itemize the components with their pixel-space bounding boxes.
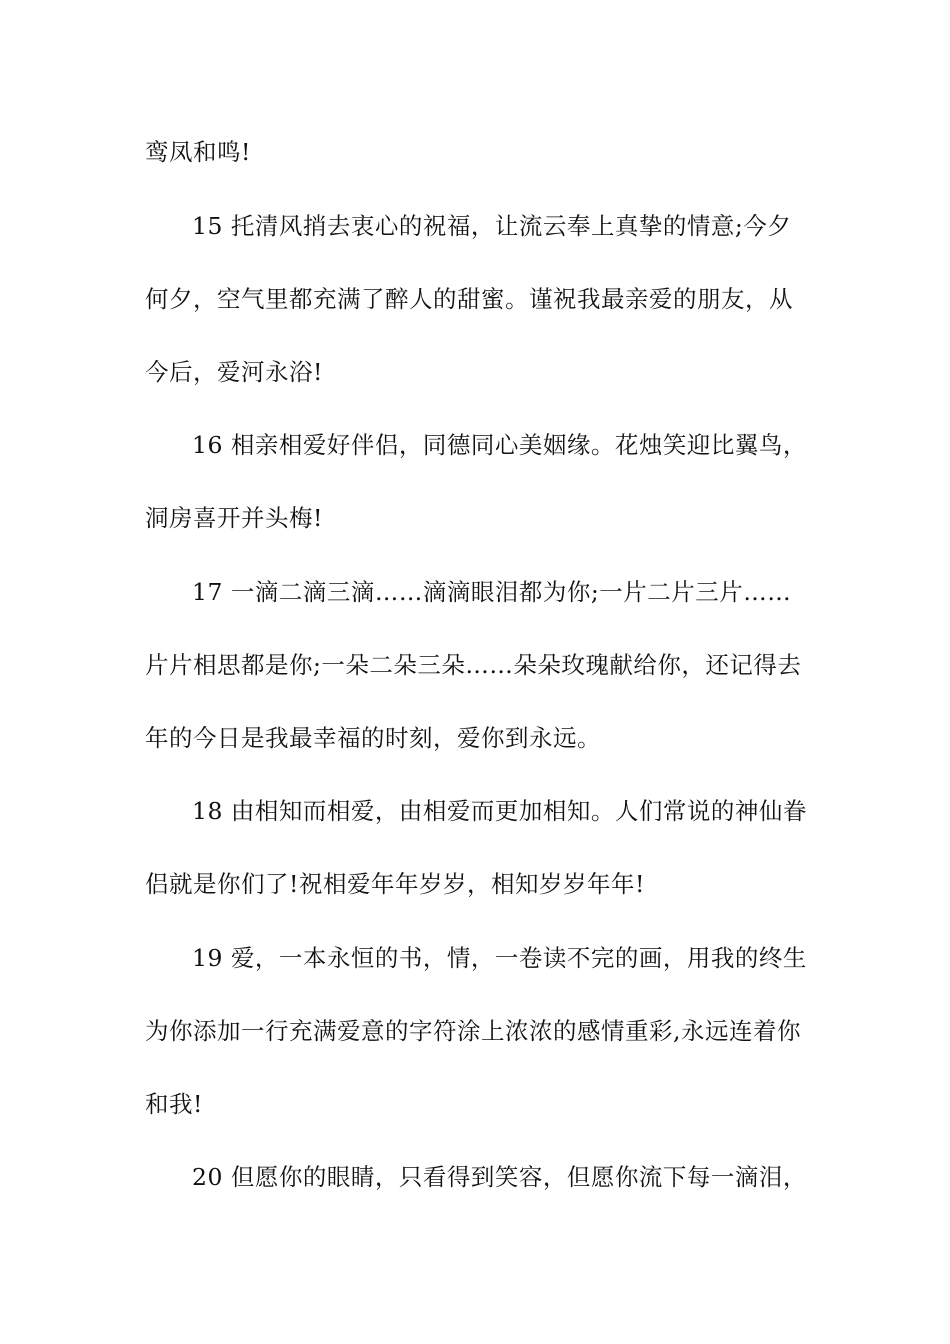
paragraph-18-start: 18 由相知而相爱，由相爱而更加相知。人们常说的神仙眷 <box>192 797 807 825</box>
text-line: 和我! <box>145 1090 203 1118</box>
paragraph-16-start: 16 相亲相爱好伴侣，同德同心美姻缘。花烛笑迎比翼鸟， <box>192 431 807 459</box>
paragraph-19-start: 19 爱，一本永恒的书，情，一卷读不完的画，用我的终生 <box>192 944 807 972</box>
paragraph-17-start: 17 一滴二滴三滴……滴滴眼泪都为你;一片二片三片…… <box>192 578 792 606</box>
text-line: 今后，爱河永浴! <box>145 358 323 386</box>
text-line: 为你添加一行充满爱意的字符涂上浓浓的感情重彩,永远连着你 <box>145 1017 801 1045</box>
text-line: 片片相思都是你;一朵二朵三朵……朵朵玫瑰献给你，还记得去 <box>145 651 802 679</box>
text-line: 侣就是你们了!祝相爱年年岁岁，相知岁岁年年! <box>145 870 645 898</box>
paragraph-15-start: 15 托清风捎去衷心的祝福，让流云奉上真挚的情意;今夕 <box>192 212 792 240</box>
text-line: 鸾凤和鸣! <box>145 138 251 166</box>
text-line: 洞房喜开并头梅! <box>145 504 323 532</box>
paragraph-20-start: 20 但愿你的眼睛，只看得到笑容，但愿你流下每一滴泪， <box>192 1163 807 1191</box>
text-line: 何夕，空气里都充满了醉人的甜蜜。谨祝我最亲爱的朋友，从 <box>145 285 793 313</box>
text-line: 年的今日是我最幸福的时刻，爱你到永远。 <box>145 724 601 752</box>
